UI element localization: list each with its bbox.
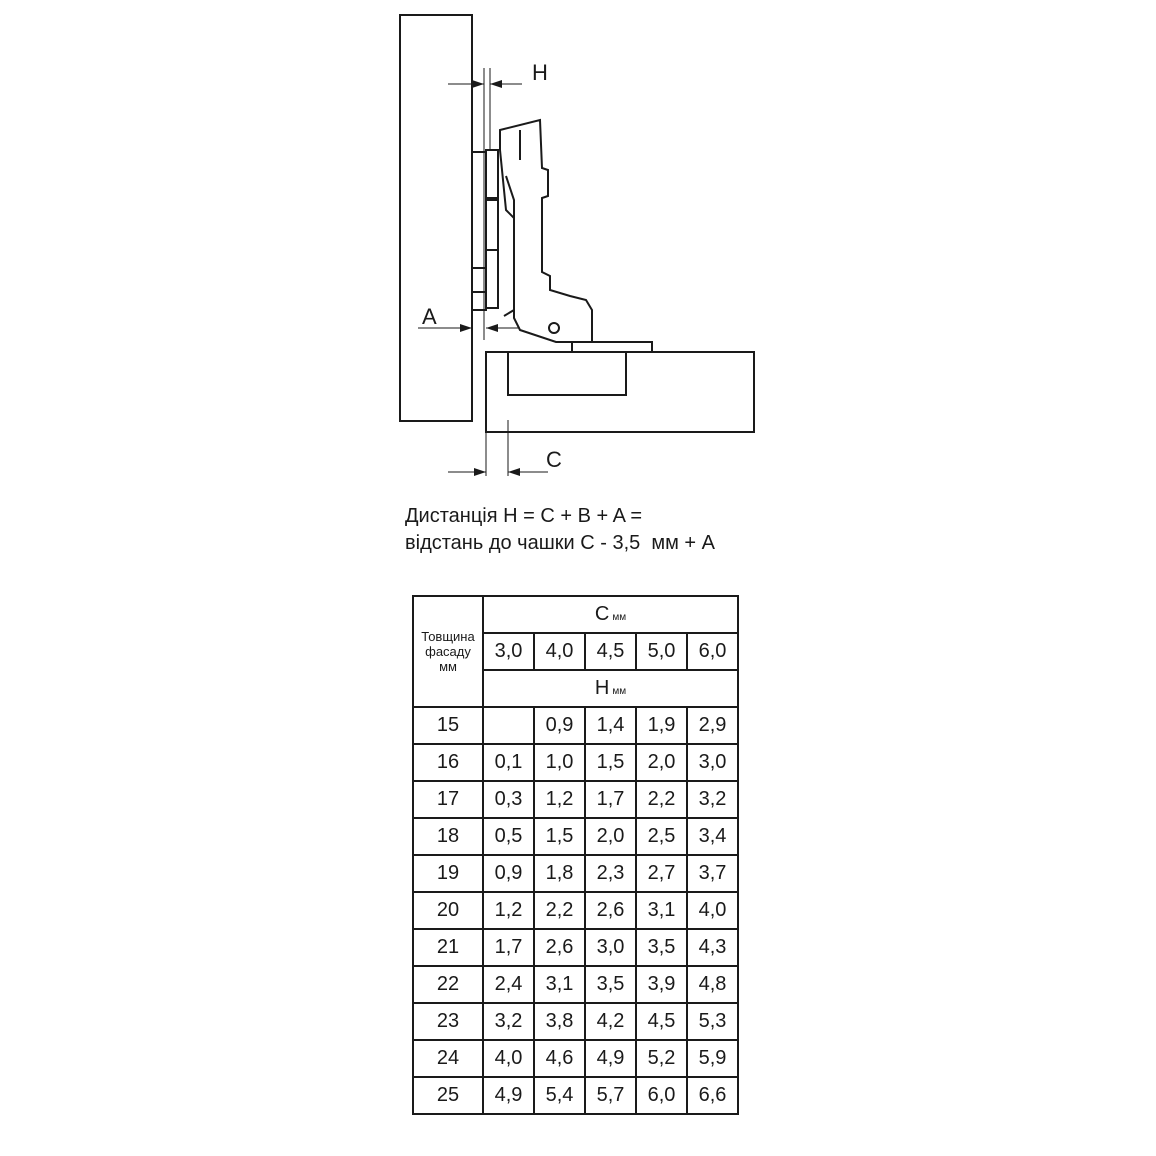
- c-value: 6,0: [687, 633, 738, 670]
- h-value-cell: 5,3: [687, 1003, 738, 1040]
- h-value-cell: 1,8: [534, 855, 585, 892]
- formula-line-2: відстань до чашки C - 3,5 мм + A: [405, 532, 715, 554]
- plate-block-top: [486, 150, 498, 200]
- thickness-cell: 15: [413, 707, 483, 744]
- h-value-cell: 2,0: [636, 744, 687, 781]
- h-value-cell: 4,3: [687, 929, 738, 966]
- table-row: [413, 929, 738, 966]
- h-value-cell: 3,1: [636, 892, 687, 929]
- thickness-cell: 18: [413, 818, 483, 855]
- h-value-cell: 2,2: [534, 892, 585, 929]
- table-row: [413, 818, 738, 855]
- h-value-cell: 3,5: [636, 929, 687, 966]
- c-value: 3,0: [483, 633, 534, 670]
- arrow-c-right: [508, 468, 520, 476]
- thickness-cell: 25: [413, 1077, 483, 1114]
- thickness-cell: 16: [413, 744, 483, 781]
- h-value-cell: 2,0: [585, 818, 636, 855]
- arrow-h-right: [490, 80, 502, 88]
- spec-table: [412, 595, 739, 1115]
- thickness-header-line: мм: [439, 659, 457, 674]
- c-header-unit: мм: [612, 612, 627, 623]
- h-value-cell: 4,0: [687, 892, 738, 929]
- cup-flange: [572, 342, 652, 352]
- thickness-header: [413, 596, 483, 707]
- door-panel: [400, 15, 472, 421]
- table-row: [413, 966, 738, 1003]
- h-value-cell: 3,8: [534, 1003, 585, 1040]
- thickness-cell: 24: [413, 1040, 483, 1077]
- label-a: A: [422, 304, 437, 329]
- plate-block-bottom: [486, 250, 498, 308]
- h-value-cell: 2,2: [636, 781, 687, 818]
- thickness-cell: 20: [413, 892, 483, 929]
- h-header: [483, 670, 738, 707]
- h-value-cell: 2,6: [534, 929, 585, 966]
- header-row-c: [413, 596, 738, 633]
- h-header-unit: мм: [612, 686, 627, 697]
- h-value-cell: 3,9: [636, 966, 687, 1003]
- thickness-cell: 21: [413, 929, 483, 966]
- h-value-cell: 4,5: [636, 1003, 687, 1040]
- thickness-cell: 23: [413, 1003, 483, 1040]
- table-row: [413, 855, 738, 892]
- h-value-cell: 5,9: [687, 1040, 738, 1077]
- table-row: [413, 744, 738, 781]
- hinge-pivot: [549, 323, 559, 333]
- h-value-cell: 5,2: [636, 1040, 687, 1077]
- h-value-cell: 0,3: [483, 781, 534, 818]
- h-value-cell: 1,4: [585, 707, 636, 744]
- h-value-cell: 3,2: [687, 781, 738, 818]
- arrow-c-left: [474, 468, 486, 476]
- thickness-header-line: Товщина: [421, 629, 475, 644]
- h-value-cell: 4,6: [534, 1040, 585, 1077]
- table-row: [413, 1077, 738, 1114]
- h-value-cell: 2,5: [636, 818, 687, 855]
- h-value-cell: 3,1: [534, 966, 585, 1003]
- table-row: [413, 781, 738, 818]
- arrow-a-left: [460, 324, 472, 332]
- h-value-cell: 0,1: [483, 744, 534, 781]
- c-header-letter: C: [594, 603, 610, 625]
- h-value-cell: 3,7: [687, 855, 738, 892]
- h-value-cell: 5,4: [534, 1077, 585, 1114]
- h-value-cell: 0,9: [483, 855, 534, 892]
- h-header-letter: H: [594, 677, 610, 699]
- h-value-cell: 2,6: [585, 892, 636, 929]
- c-value: 5,0: [636, 633, 687, 670]
- plate-block-mid: [486, 198, 498, 250]
- table-row: [413, 1040, 738, 1077]
- thickness-cell: 19: [413, 855, 483, 892]
- h-value-cell: 4,2: [585, 1003, 636, 1040]
- h-value-cell: 0,9: [534, 707, 585, 744]
- h-value-cell: 3,0: [687, 744, 738, 781]
- h-value-cell: 6,0: [636, 1077, 687, 1114]
- h-value-cell: 3,4: [687, 818, 738, 855]
- c-value: 4,5: [585, 633, 636, 670]
- h-value-cell: 1,5: [585, 744, 636, 781]
- h-value-cell: 4,0: [483, 1040, 534, 1077]
- table-row: [413, 892, 738, 929]
- c-value: 4,0: [534, 633, 585, 670]
- hinge-cup: [508, 353, 626, 395]
- h-value-cell: [483, 707, 534, 744]
- h-value-cell: 1,2: [534, 781, 585, 818]
- h-value-cell: 2,7: [636, 855, 687, 892]
- thickness-cell: 22: [413, 966, 483, 1003]
- cabinet-panel: [486, 352, 754, 432]
- h-value-cell: 1,9: [636, 707, 687, 744]
- label-h: H: [532, 60, 548, 85]
- h-value-cell: 3,2: [483, 1003, 534, 1040]
- h-value-cell: 4,9: [585, 1040, 636, 1077]
- h-value-cell: 1,2: [483, 892, 534, 929]
- h-value-cell: 3,5: [585, 966, 636, 1003]
- h-value-cell: 2,3: [585, 855, 636, 892]
- h-value-cell: 5,7: [585, 1077, 636, 1114]
- h-value-cell: 2,4: [483, 966, 534, 1003]
- h-value-cell: 4,8: [687, 966, 738, 1003]
- h-value-cell: 6,6: [687, 1077, 738, 1114]
- arrow-a-right: [486, 324, 498, 332]
- h-value-cell: 1,7: [483, 929, 534, 966]
- thickness-cell: 17: [413, 781, 483, 818]
- arrow-h-left: [472, 80, 484, 88]
- h-value-cell: 3,0: [585, 929, 636, 966]
- table-row: [413, 707, 738, 744]
- h-value-cell: 1,5: [534, 818, 585, 855]
- label-c: C: [546, 447, 562, 472]
- table-row: [413, 1003, 738, 1040]
- h-value-cell: 4,9: [483, 1077, 534, 1114]
- h-value-cell: 2,9: [687, 707, 738, 744]
- h-value-cell: 0,5: [483, 818, 534, 855]
- c-header: [483, 596, 738, 633]
- formula-line-1: Дистанція H = C + B + A =: [405, 505, 643, 527]
- hinge-diagram: [0, 0, 1156, 490]
- thickness-header-line: фасаду: [425, 644, 471, 659]
- h-value-cell: 1,7: [585, 781, 636, 818]
- h-value-cell: 1,0: [534, 744, 585, 781]
